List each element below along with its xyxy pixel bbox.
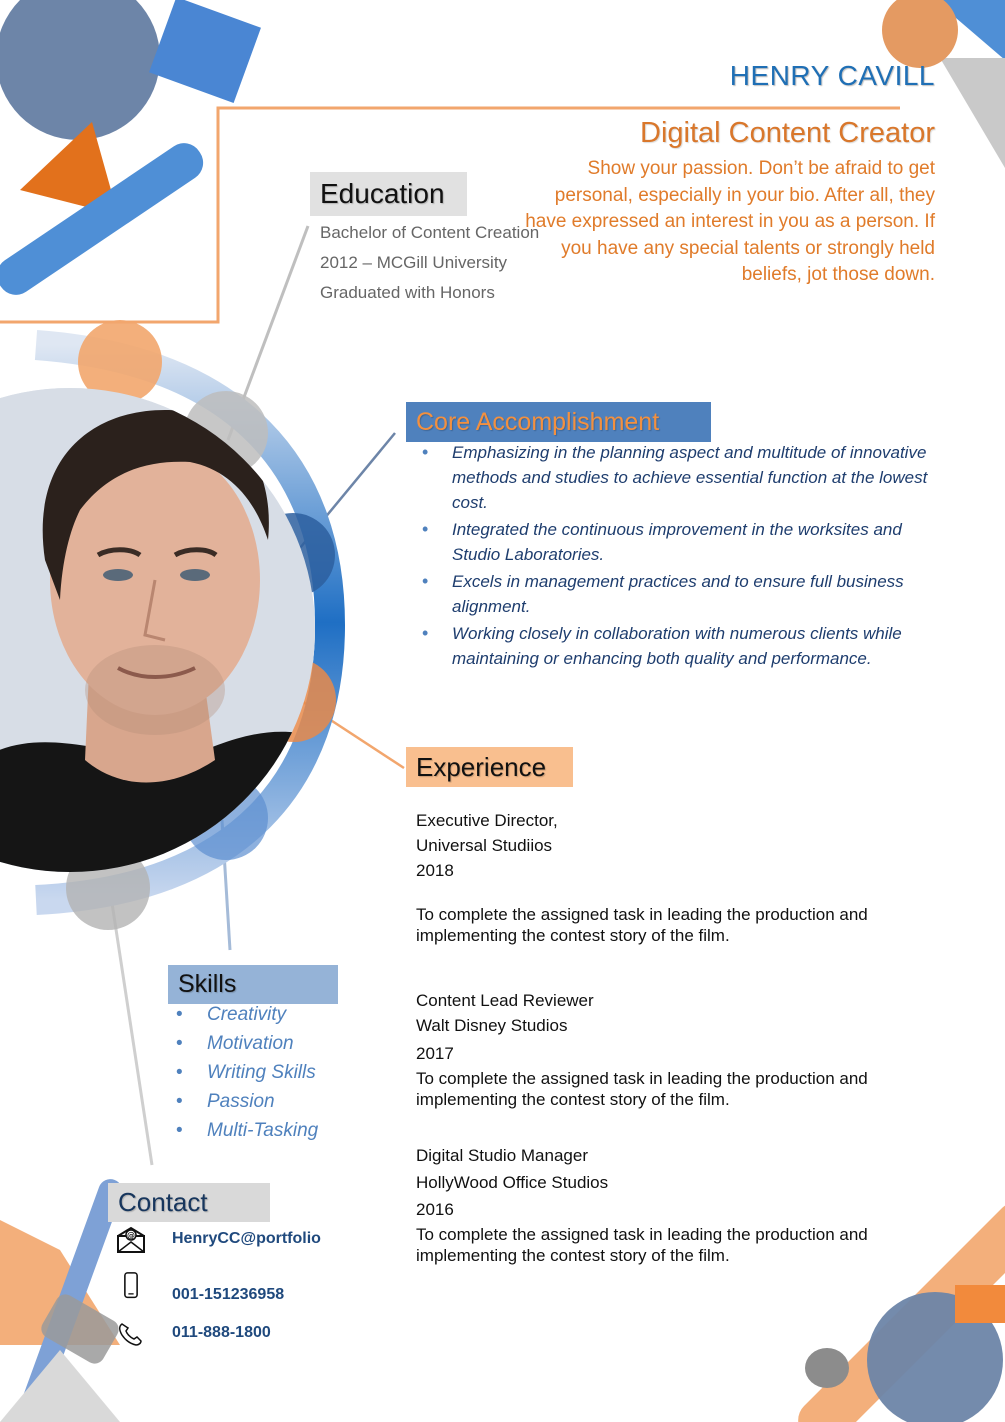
list-item: • Writing Skills — [176, 1058, 318, 1087]
person-name: HENRY CAVILL — [729, 60, 935, 91]
job-company: Walt Disney Studios — [416, 1016, 568, 1035]
list-item: • Creativity — [176, 1000, 318, 1029]
svg-text:@: @ — [127, 1231, 135, 1240]
skills-heading: Skills — [168, 965, 338, 1004]
skills-list — [176, 1000, 318, 1145]
job-position: Executive Director, — [416, 811, 558, 830]
core-accomplishment-list — [420, 440, 945, 673]
job-description: To complete the assigned task in leading the production and implementing the contest story of the film. — [416, 905, 868, 945]
list-item: • Passion — [176, 1087, 318, 1116]
experience-heading: Experience — [406, 747, 573, 787]
job-year: 2016 — [416, 1200, 454, 1219]
job-description: To complete the assigned task in leading the production and implementing the contest story of the film. — [416, 1225, 868, 1265]
education-degree: Bachelor of Content Creation — [320, 223, 540, 242]
list-item: • Working closely in collaboration with numerous clients while maintaining or enhancing both quality and performance. — [420, 621, 945, 671]
experience-item — [416, 1143, 956, 1266]
contact-heading: Contact — [108, 1183, 270, 1222]
mobile-icon — [116, 1272, 146, 1300]
education-year-school: 2012 – MCGill University — [320, 253, 508, 272]
job-company: Universal Studiios — [416, 836, 553, 855]
bio-text: Show your passion. Don’t be afraid to get personal, especially in your bio. After all, they have expressed an interest in you as a person. If you have any special talents or strongly held beliefs, jot those down. — [525, 158, 935, 285]
experience-item — [416, 988, 956, 1110]
education-heading: Education — [310, 172, 467, 216]
phone-icon — [116, 1320, 146, 1348]
email-icon — [116, 1226, 146, 1254]
education-honors: Graduated with Honors — [320, 283, 495, 302]
contact-mobile-text[interactable]: 001-151236958 — [172, 1286, 285, 1303]
job-title: Digital Content Creator — [640, 117, 935, 149]
list-item: • Integrated the continuous improvement in the worksites and Studio Laboratories. — [420, 517, 945, 567]
list-item: • Excels in management practices and to ensure full business alignment. — [420, 569, 945, 619]
job-year: 2018 — [416, 861, 454, 880]
job-position: Digital Studio Manager — [416, 1146, 588, 1165]
core-accomplishment-heading: Core Accomplishment — [406, 402, 711, 442]
list-item: • Motivation — [176, 1029, 318, 1058]
contact-phone-text[interactable]: 011-888-1800 — [172, 1324, 271, 1341]
experience-item — [416, 808, 956, 946]
list-item: • Emphasizing in the planning aspect and multitude of innovative methods and studies to achieve essential function at the lowest cost. — [420, 440, 945, 515]
job-description: To complete the assigned task in leading the production and implementing the contest story of the film. — [416, 1069, 868, 1109]
contact-email-text[interactable]: HenryCC@portfolio — [172, 1230, 321, 1247]
job-position: Content Lead Reviewer — [416, 991, 594, 1010]
job-year: 2017 — [416, 1044, 454, 1063]
job-company: HollyWood Office Studios — [416, 1173, 609, 1192]
education-section — [320, 222, 550, 312]
list-item: • Multi-Tasking — [176, 1116, 318, 1145]
